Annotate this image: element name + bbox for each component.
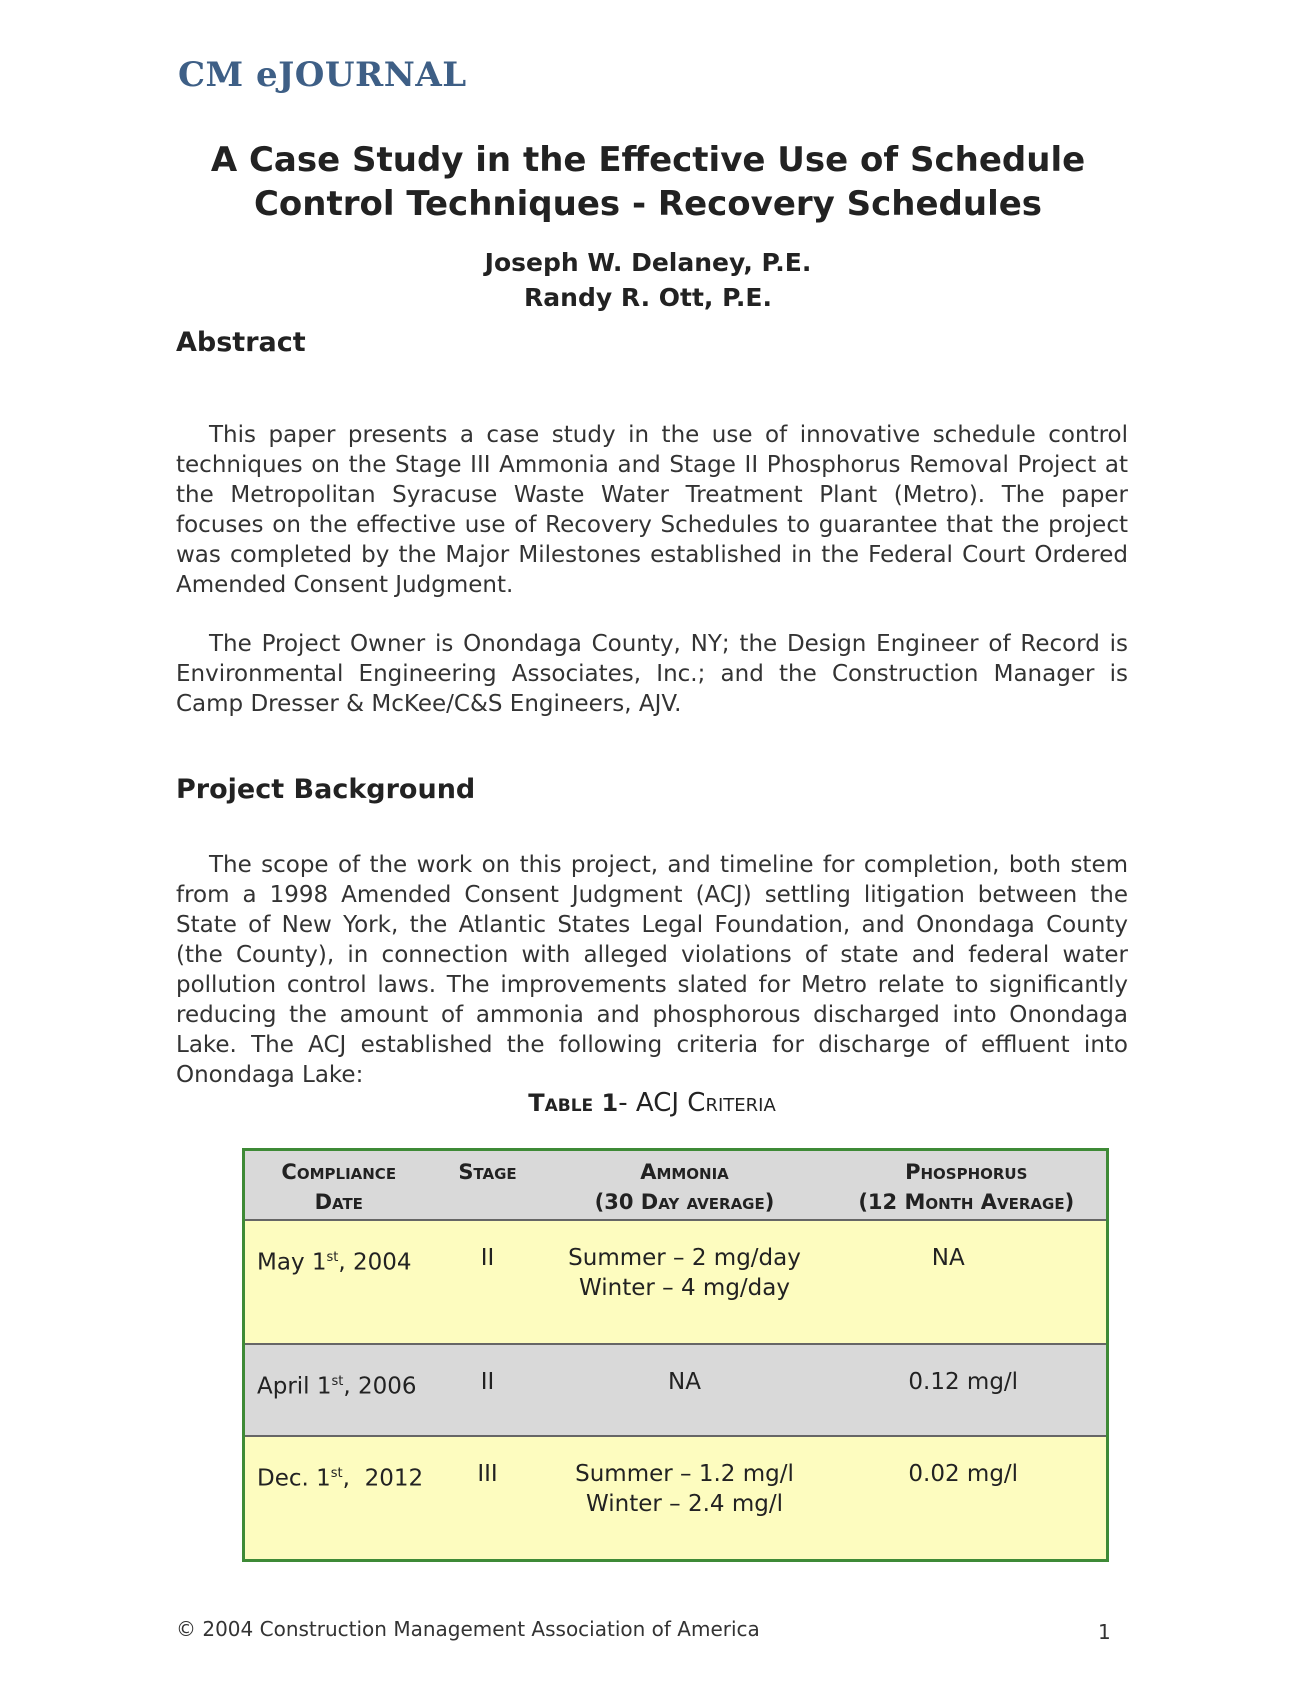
background-paragraph: The scope of the work on this project, and timeline for completion, both stem from a 1998 Amended Consent Judgment (ACJ) settling litigation between the State of New York, the Atlantic States Legal Foundation, and Onondaga County (the County), in connection with alleged violations of state and federal water pollution control laws. The improvements slated for Metro relate to significantly reducing the amount of ammonia and phosphorous discharged into Onondaga Lake. The ACJ established the following criteria for discharge of effluent into Onondaga Lake: [176,852,1128,1088]
abstract-heading: Abstract [176,327,306,358]
journal-logo: CM eJOURNAL [178,55,467,95]
cell-phosphorus: 0.02 mg/l [827,1436,1108,1561]
cell-stage: II [433,1220,543,1344]
author-list [178,245,1118,315]
title-line-1: A Case Study in the Effective Use of Schedule [210,140,1086,180]
cell-phosphorus: NA [827,1220,1108,1344]
cell-date: Dec. 1st, 2012 [244,1436,433,1561]
acj-criteria-table [242,1148,1109,1562]
author-2: Randy R. Ott, P.E. [524,283,772,312]
page-number: 1 [1098,1620,1111,1644]
table-caption-number: Table 1 [528,1089,619,1117]
header-ammonia: Ammonia (30 Day average) [543,1150,827,1221]
cell-ammonia: Summer – 2 mg/day Winter – 4 mg/day [543,1220,827,1344]
abstract-paragraph-1: This paper presents a case study in the use of innovative schedule control techniques on the Stage III Ammonia and Stage II Phosphorus Removal Project at the Metropolitan Syracuse Waste Water Treatment Plant (Metro). The paper focuses on the effective use of Recovery Schedules to guarantee that the project was completed by the Major Milestones established in the Federal Court Ordered Amended Consent Judgment. [176,422,1128,598]
table-row [244,1344,1108,1436]
title-line-2: Control Techniques - Recovery Schedules [253,184,1043,224]
table-caption-text: - ACJ Criteria [618,1088,776,1118]
cell-ammonia: NA [543,1344,827,1436]
table-row [244,1436,1108,1561]
cell-ammonia: Summer – 1.2 mg/l Winter – 2.4 mg/l [543,1436,827,1561]
abstract-paragraph-2: The Project Owner is Onondaga County, NY; the Design Engineer of Record is Environmental Engineering Associates, Inc.; and the Construction Manager is Camp Dresser & McKee/C&S Engineers, AJV. [176,631,1128,717]
table-caption [176,1088,1128,1118]
cell-phosphorus: 0.12 mg/l [827,1344,1108,1436]
paper-title [178,138,1118,226]
table-row [244,1220,1108,1344]
cell-date: April 1st, 2006 [244,1344,433,1436]
cell-date: May 1st, 2004 [244,1220,433,1344]
footer-copyright: © 2004 Construction Management Association of America [176,1617,760,1641]
header-phosphorus: Phosphorus (12 Month Average) [827,1150,1108,1221]
cell-stage: III [433,1436,543,1561]
table-header-row [244,1150,1108,1221]
header-stage: Stage [433,1150,543,1221]
background-heading: Project Background [176,774,476,805]
cell-stage: II [433,1344,543,1436]
author-1: Joseph W. Delaney, P.E. [484,248,812,277]
header-compliance-date: Compliance Date [244,1150,433,1221]
